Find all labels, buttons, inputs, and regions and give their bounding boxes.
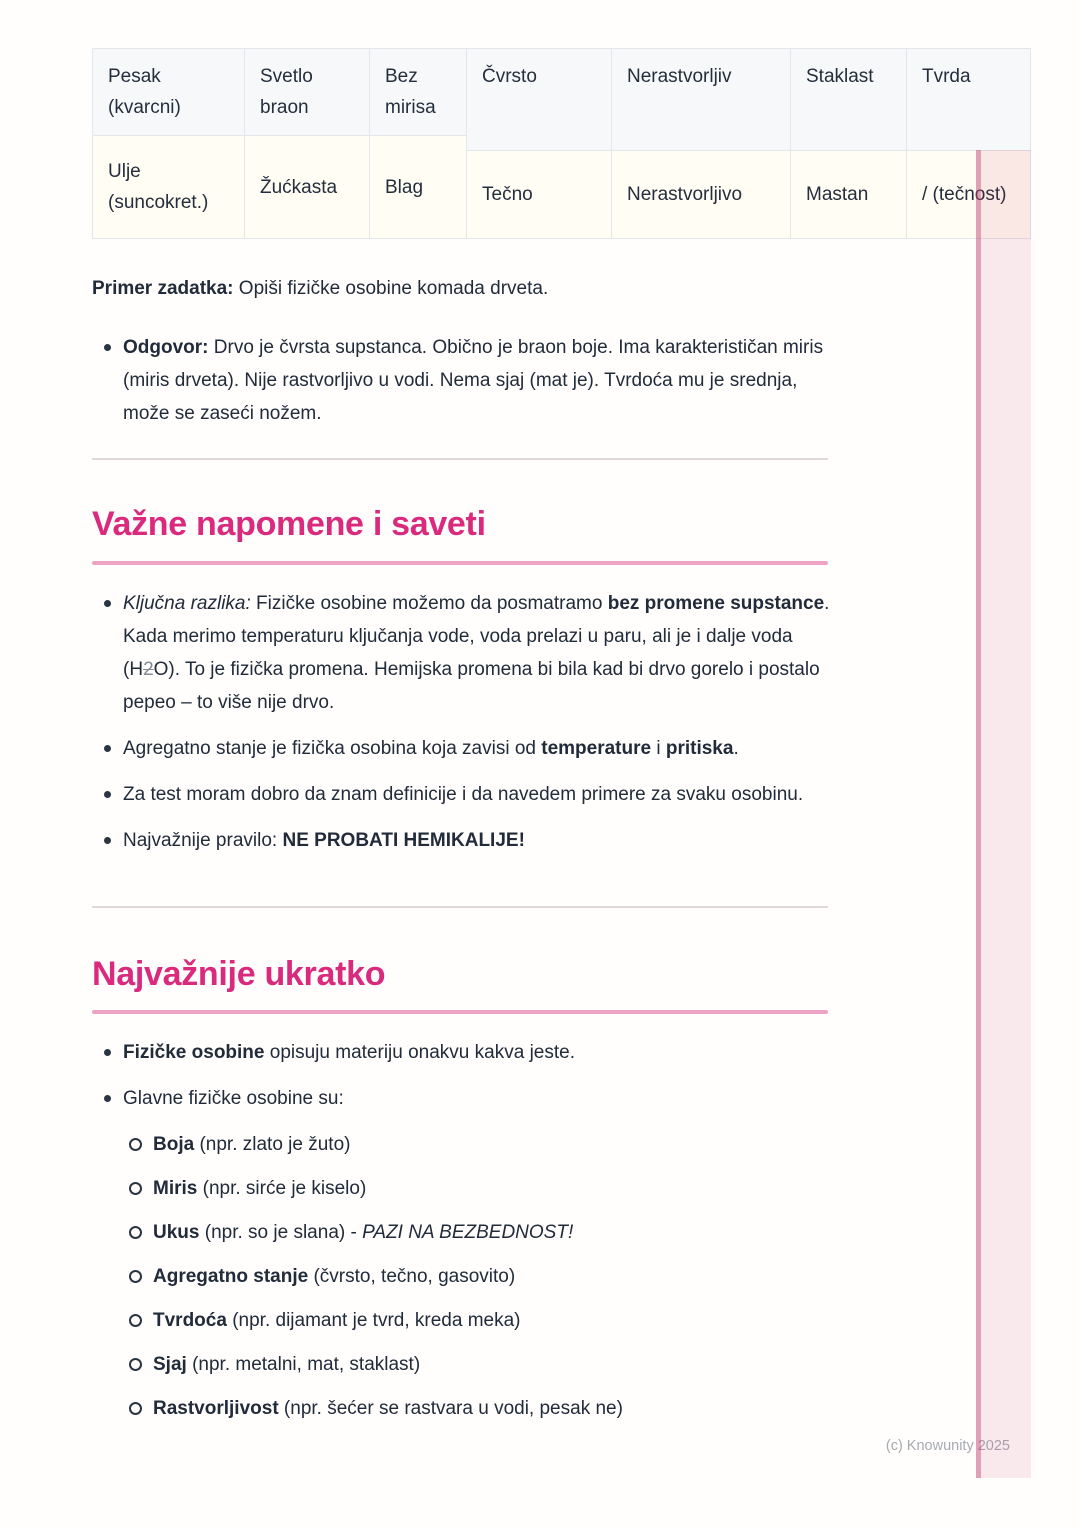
table-cell: / (tečnost) [907, 151, 1031, 239]
section-heading-summary: Najvažnije ukratko [92, 955, 386, 993]
side-stripe-decoration [976, 150, 1031, 1478]
list-item-text: Ključna razlika: Fizičke osobine možemo da posmatramo bez promene supstance. Kada merimo temperaturu ključanja vode, voda prelazi u paru, ali je i dalje voda (H2O). To je fizička promena. Hemijska promena bi bila kad bi drvo gorelo i postalo pepeo – to više nije drvo. [123, 593, 830, 713]
list-item-text: Fizičke osobine opisuju materiju onakvu kakva jeste. [123, 1042, 575, 1063]
heading-underline [92, 1010, 828, 1014]
bullet-icon [104, 1049, 111, 1056]
sub-list-item [92, 1216, 842, 1249]
table-cell: Staklast [791, 48, 907, 151]
sub-list-item [92, 1260, 842, 1293]
list-item-text: Agregatno stanje je fizička osobina koja zavisi od temperature i pritiska. [123, 738, 739, 759]
table-column-hardness [907, 48, 1031, 239]
list-item-text: Najvažnije pravilo: NE PROBATI HEMIKALIJE! [123, 830, 525, 851]
list-item-text: Glavne fizičke osobine su: [123, 1088, 344, 1109]
circle-bullet-icon [129, 1226, 142, 1239]
section-heading-notes: Važne napomene i saveti [92, 505, 486, 543]
sub-list-item [92, 1392, 842, 1425]
table-column-substance [92, 48, 245, 239]
list-item [92, 778, 842, 811]
list-item [92, 587, 842, 719]
bullet-icon [104, 791, 111, 798]
sub-list-item [92, 1172, 842, 1205]
table-cell: Nerastvorljivo [612, 151, 791, 239]
summary-list [92, 1036, 842, 1436]
table-cell: Žućkasta [245, 136, 370, 239]
bullet-icon [104, 600, 111, 607]
sub-list-item-text: Miris (npr. sirće je kiselo) [153, 1178, 367, 1199]
list-item-text: Za test moram dobro da znam definicije i da navedem primere za svaku osobinu. [123, 784, 804, 805]
table-column-color [245, 48, 370, 239]
section-divider [92, 906, 828, 908]
table-cell: Svetlo braon [245, 48, 370, 136]
table-cell: Pesak (kvarcni) [92, 48, 245, 136]
table-column-luster [791, 48, 907, 239]
table-cell: Blag [370, 136, 467, 239]
table-cell: Tvrda [907, 48, 1031, 151]
example-task-paragraph: Primer zadatka: Opiši fizičke osobine komada drveta. [92, 278, 549, 299]
circle-bullet-icon [129, 1138, 142, 1151]
list-item [92, 732, 842, 765]
sub-list-item [92, 1348, 842, 1381]
list-item-text: Odgovor: Drvo je čvrsta supstanca. Obično je braon boje. Ima karakterističan miris (miris drveta). Nije rastvorljivo u vodi. Nema sjaj (mat je). Tvrdoća mu je srednja, može se zaseći nožem. [123, 337, 824, 424]
list-item [92, 824, 842, 857]
list-item [92, 1036, 842, 1069]
table-cell: Mastan [791, 151, 907, 239]
circle-bullet-icon [129, 1182, 142, 1195]
list-item [92, 331, 842, 430]
answer-list [92, 331, 842, 443]
table-column-smell [370, 48, 467, 239]
sub-list-item-text: Boja (npr. zlato je žuto) [153, 1134, 351, 1155]
bullet-icon [104, 837, 111, 844]
notes-list [92, 587, 842, 870]
table-cell: Tečno [467, 151, 612, 239]
sub-list-item-text: Agregatno stanje (čvrsto, tečno, gasovito) [153, 1266, 516, 1287]
circle-bullet-icon [129, 1270, 142, 1283]
circle-bullet-icon [129, 1402, 142, 1415]
table-cell: Ulje (suncokret.) [92, 136, 245, 239]
bullet-icon [104, 745, 111, 752]
table-column-state [467, 48, 612, 239]
list-item [92, 1082, 842, 1115]
sub-list-item-text: Ukus (npr. so je slana) - PAZI NA BEZBEDNOST! [153, 1222, 574, 1243]
sub-list-item-text: Tvrdoća (npr. dijamant je tvrd, kreda meka) [153, 1310, 521, 1331]
bullet-icon [104, 1095, 111, 1102]
table-cell: Čvrsto [467, 48, 612, 151]
heading-underline [92, 561, 828, 565]
sub-list-item-text: Sjaj (npr. metalni, mat, staklast) [153, 1354, 421, 1375]
table-column-solubility [612, 48, 791, 239]
sub-list-item [92, 1304, 842, 1337]
sub-list-item [92, 1128, 842, 1161]
sub-list-item-text: Rastvorljivost (npr. šećer se rastvara u vodi, pesak ne) [153, 1398, 623, 1419]
table-cell: Nerastvorljiv [612, 48, 791, 151]
bullet-icon [104, 344, 111, 351]
copyright-text: (c) Knowunity 2025 [885, 1438, 1010, 1454]
circle-bullet-icon [129, 1314, 142, 1327]
properties-table [92, 48, 1031, 239]
section-divider [92, 458, 828, 460]
table-cell: Bez mirisa [370, 48, 467, 136]
circle-bullet-icon [129, 1358, 142, 1371]
